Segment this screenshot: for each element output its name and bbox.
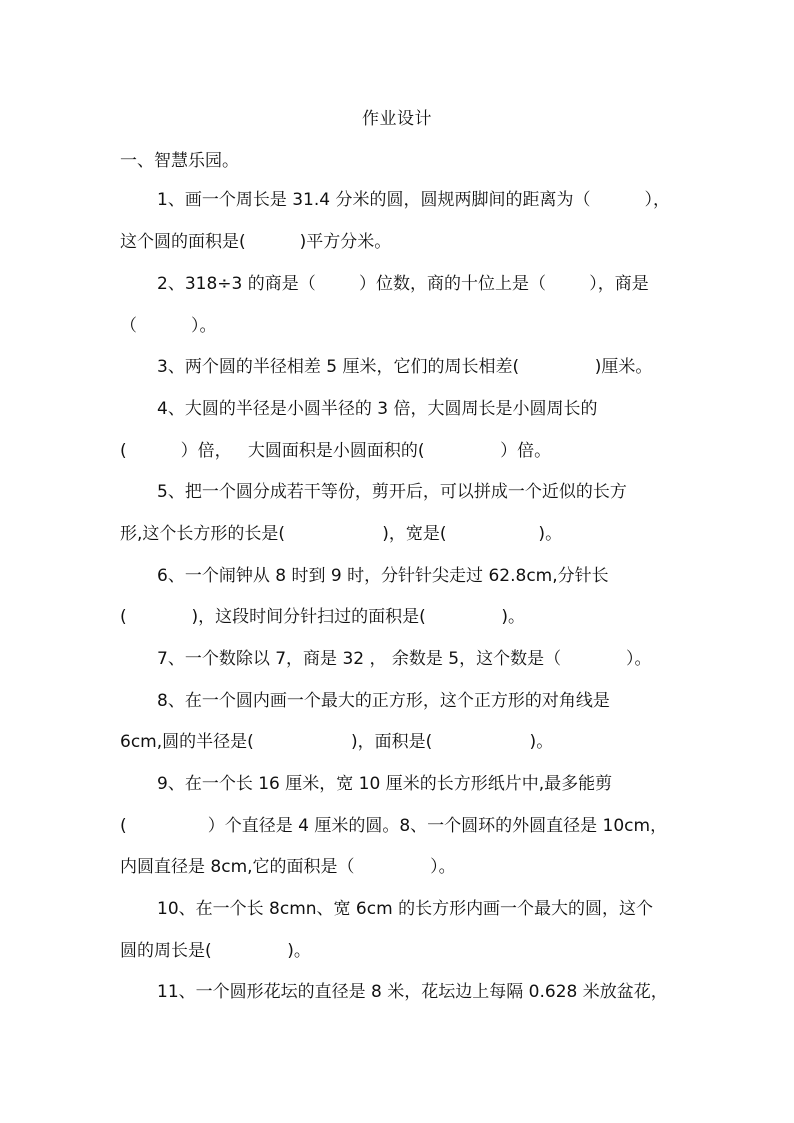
question-line: 5、把一个圆分成若干等份，剪开后，可以拼成一个近似的长方 bbox=[157, 482, 627, 502]
question-line: ( ）个直径是 4 厘米的圆。8、一个圆环的外圆直径是 10cm， bbox=[120, 816, 668, 836]
question-line: 6、一个闹钟从 8 时到 9 时，分针针尖走过 62.8cm,分针长 bbox=[157, 566, 609, 586]
question-line: 形,这个长方形的长是( )，宽是( )。 bbox=[120, 524, 563, 544]
question-line: 2、318÷3 的商是（ ）位数，商的十位上是（ ），商是 bbox=[157, 274, 649, 294]
question-line: 圆的周长是( )。 bbox=[120, 941, 311, 961]
question-line: ( )，这段时间分针扫过的面积是( )。 bbox=[120, 607, 526, 627]
section-heading: 一、智慧乐园。 bbox=[120, 151, 239, 171]
question-line: 3、两个圆的半径相差 5 厘米，它们的周长相差( )厘米。 bbox=[157, 357, 653, 377]
question-line: （ ）。 bbox=[120, 316, 217, 336]
question-line: 这个圆的面积是( )平方分米。 bbox=[120, 232, 392, 252]
question-line: 10、在一个长 8cmn、宽 6cm 的长方形内画一个最大的圆，这个 bbox=[157, 899, 654, 919]
question-line: 8、在一个圆内画一个最大的正方形，这个正方形的对角线是 bbox=[157, 691, 610, 711]
question-line: 4、大圆的半径是小圆半径的 3 倍，大圆周长是小圆周长的 bbox=[157, 399, 598, 419]
question-line: 内圆直径是 8cm,它的面积是（ ）。 bbox=[120, 857, 456, 877]
page-title: 作业设计 bbox=[362, 109, 432, 129]
question-line: 9、在一个长 16 厘米，宽 10 厘米的长方形纸片中,最多能剪 bbox=[157, 774, 613, 794]
question-line: 11、一个圆形花坛的直径是 8 米，花坛边上每隔 0.628 米放盆花， bbox=[157, 982, 668, 1002]
question-line: 7、一个数除以 7，商是 32 ， 余数是 5，这个数是（ ）。 bbox=[157, 649, 652, 669]
question-line: ( ）倍， 大圆面积是小圆面积的( ）倍。 bbox=[120, 441, 552, 461]
question-line: 1、画一个周长是 31.4 分米的圆，圆规两脚间的距离为（ ）， bbox=[157, 190, 671, 210]
question-line: 6cm,圆的半径是( )，面积是( )。 bbox=[120, 732, 554, 752]
